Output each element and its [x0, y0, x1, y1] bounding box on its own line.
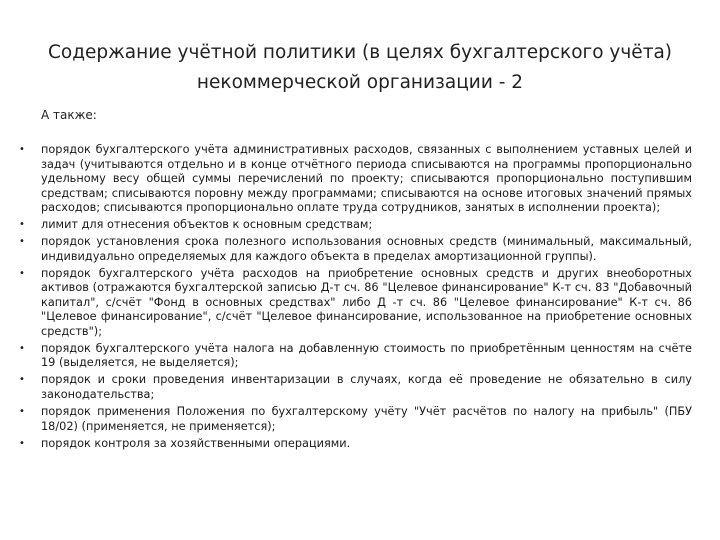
bullet-icon: •	[19, 374, 25, 386]
bullet-icon: •	[19, 267, 25, 279]
intro-text: А также:	[41, 108, 97, 122]
list-item-text: порядок бухгалтерского учёта административных расходов, связанных с выполнением уставных целей и задач (учитываются отдельно и в конце отчётного периода списываются на программы пропорционально удельному весу общей суммы перечислений по проекту; списываются пропорционально поступившим средствам; списываются поровну между программами; списываются на основе итоговых значений прямых расходов; списываются пропорционально оплате труда сотрудников, занятых в исполнении проекта);	[41, 143, 692, 214]
bullet-icon: •	[19, 342, 25, 354]
list-item	[0, 437, 692, 452]
list-item-text: порядок контроля за хозяйственными операциями.	[41, 436, 351, 450]
list-item-text: порядок применения Положения по бухгалтерскому учёту "Учёт расчётов по налогу на прибыль" (ПБУ 18/02) (применяется, не применяется);	[41, 405, 692, 433]
slide-title	[40, 38, 680, 98]
list-item	[0, 405, 692, 434]
list-item	[0, 342, 692, 371]
bullet-icon: •	[19, 437, 25, 449]
list-item	[0, 267, 692, 340]
title-line-1: Содержание учётной политики (в целях бухгалтерского учёта)	[47, 42, 673, 63]
list-item-text: порядок и сроки проведения инвентаризации в случаях, когда её проведение не обязательно в силу законодательства;	[41, 373, 692, 401]
list-item	[0, 218, 692, 233]
list-item	[0, 143, 692, 216]
list-item-text: порядок бухгалтерского учёта расходов на приобретение основных средств и других внеоборотных активов (отражаются бухгалтерской записью Д-т сч. 86 "Целевое финансирование" К-т сч. 83 "Добавочный капитал", с/счёт "Фонд в основных средствах" либо Д -т сч. 86 "Целевое финансирование" К-т сч. 86 "Целевое финансирование", с/счёт "Целевое финансирование, использованное на приобретение основных средств");	[41, 266, 692, 338]
bullet-list	[0, 143, 720, 454]
list-item	[0, 373, 692, 402]
title-line-2: некоммерческой организации - 2	[196, 72, 524, 93]
list-item-text: порядок установления срока полезного использования основных средств (минимальный, максимальный, индивидуально определяемых для каждого объекта в пределах амортизационной группы).	[41, 235, 692, 263]
bullet-icon: •	[19, 219, 25, 231]
list-item-text: порядок бухгалтерского учёта налога на добавленную стоимость по приобретённым ценностям на счёте 19 (выделяется, не выделяется);	[41, 341, 692, 370]
bullet-icon: •	[19, 406, 25, 418]
bullet-icon: •	[19, 144, 25, 155]
list-item-text: лимит для отнесения объектов к основным средствам;	[41, 218, 373, 232]
bullet-icon: •	[19, 236, 25, 248]
list-item	[0, 235, 692, 264]
